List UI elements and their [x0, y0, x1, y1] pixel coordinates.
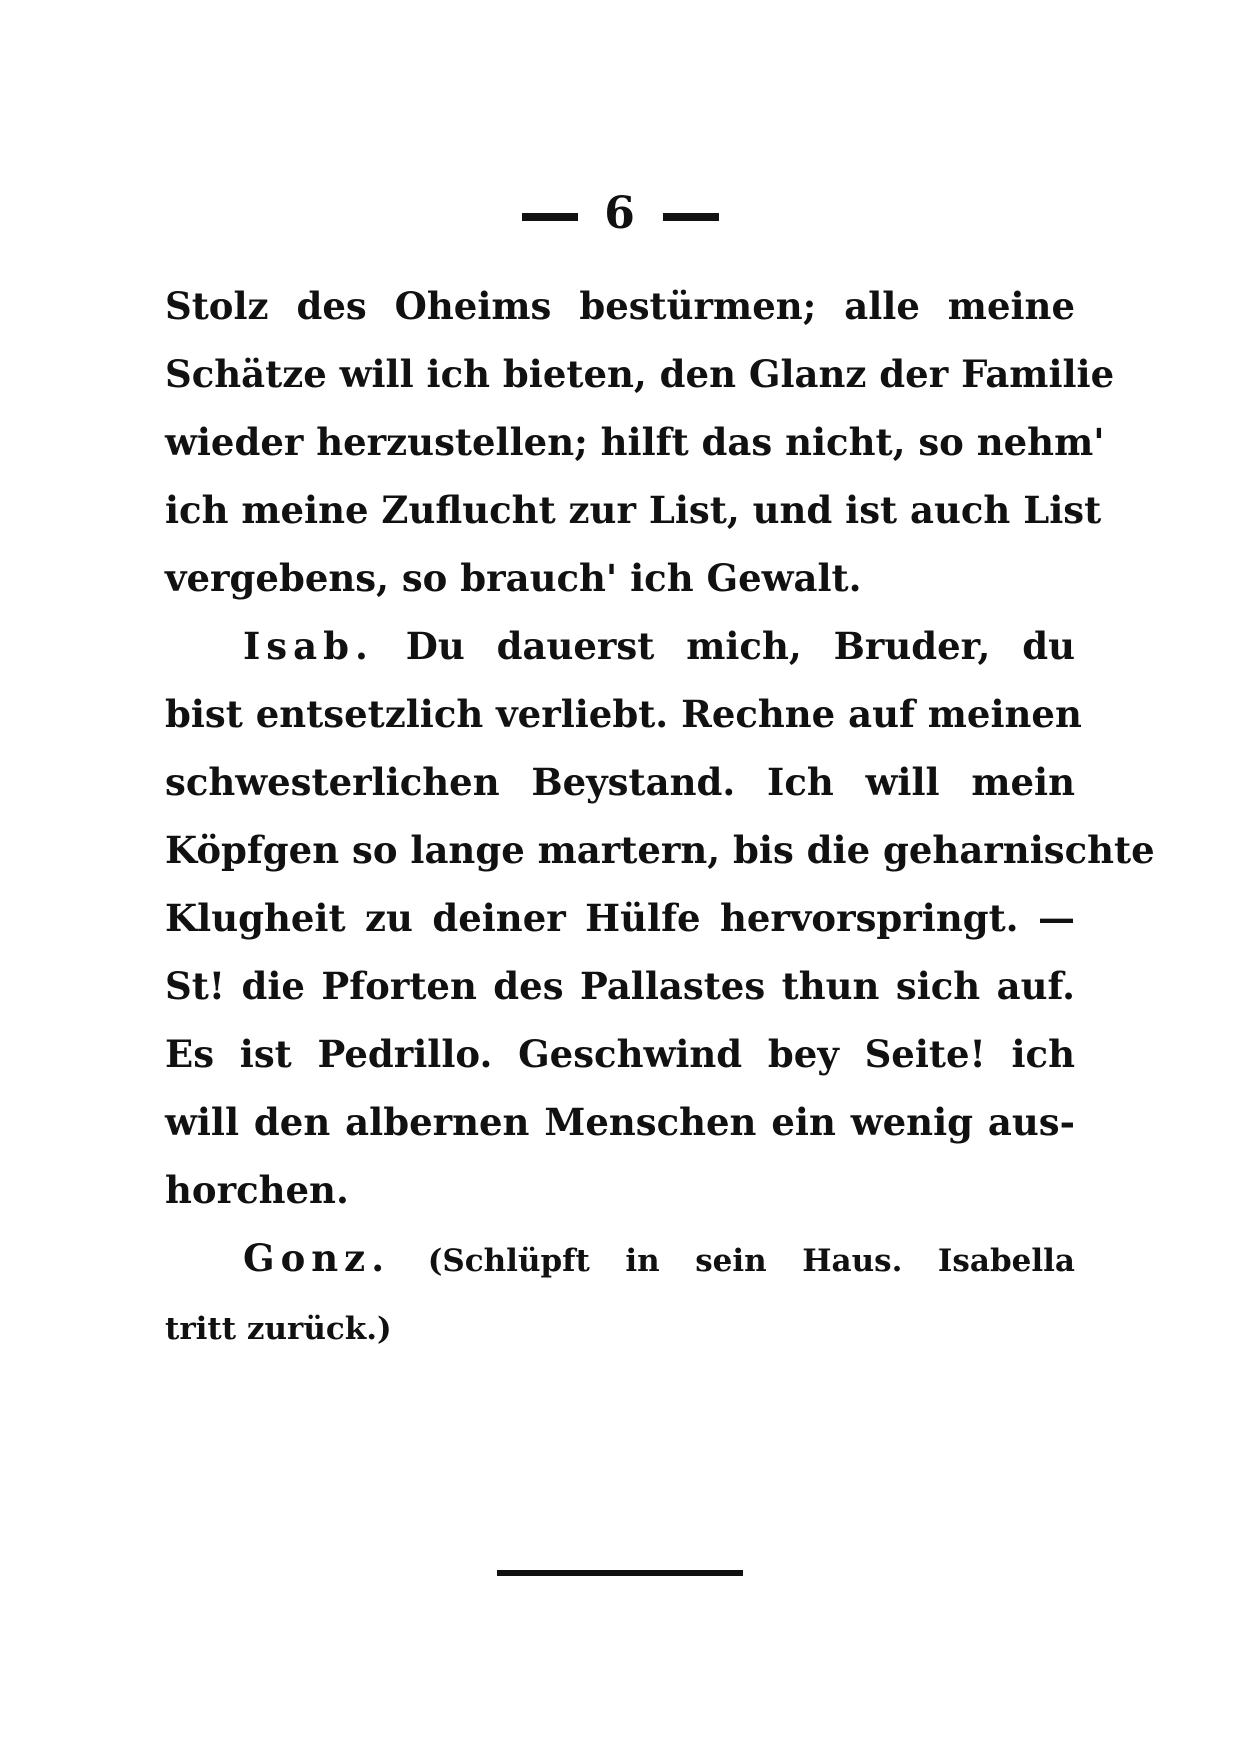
- header-dash-left: [522, 213, 578, 221]
- text-line: Es ist Pedrillo. Geschwind bey Seite! ich: [165, 1032, 1075, 1076]
- paragraph-3: [165, 1224, 1075, 1363]
- paragraph-2: [165, 612, 1155, 1224]
- page-number: 6: [604, 188, 637, 239]
- text-line: Schätze will ich bieten, den Glanz der Familie: [165, 352, 1115, 396]
- page-header: [0, 188, 1241, 239]
- text-line: St! die Pforten des Pallastes thun sich auf.: [165, 964, 1075, 1008]
- text-line: bist entsetzlich verliebt. Rechne auf meinen: [165, 692, 1082, 736]
- text-line: will den albernen Menschen ein wenig aus-: [165, 1100, 1075, 1144]
- text-line: ich meine Zuflucht zur List, und ist auch List: [165, 488, 1102, 532]
- speaker-name: Gonz.: [243, 1236, 391, 1280]
- text-line: horchen.: [165, 1168, 349, 1212]
- header-dash-right: [663, 213, 719, 221]
- stage-direction: tritt zurück.): [165, 1311, 392, 1347]
- text-line: Köpfgen so lange martern, bis die geharnischte: [165, 828, 1155, 872]
- speaker-line: [165, 1224, 1075, 1295]
- speech-text: Du dauerst mich, Bruder, du: [405, 624, 1076, 668]
- text-line: Klugheit zu deiner Hülfe hervorspringt. —: [165, 896, 1075, 940]
- speaker-name: Isab.: [243, 624, 374, 668]
- text-line: Stolz des Oheims bestürmen; alle meine: [165, 284, 1075, 328]
- end-rule: [497, 1570, 743, 1576]
- stage-direction: (Schlüpft in sein Haus. Isabella: [427, 1243, 1075, 1279]
- text-line: vergebens, so brauch' ich Gewalt.: [165, 556, 862, 600]
- paragraph-1: [165, 272, 1115, 612]
- page-body: [165, 272, 1155, 1363]
- text-line: schwesterlichen Beystand. Ich will mein: [165, 760, 1075, 804]
- text-line: wieder herzustellen; hilft das nicht, so nehm': [165, 420, 1105, 464]
- speaker-line: [165, 612, 1075, 680]
